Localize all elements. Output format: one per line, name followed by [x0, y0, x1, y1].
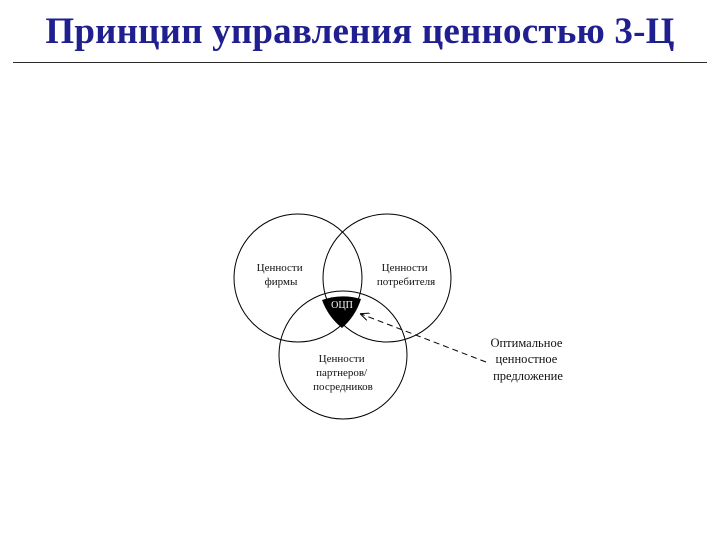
- label-partners-line: посредников: [313, 381, 373, 393]
- callout-arrow: [361, 314, 486, 362]
- label-partners-line: партнеров/: [316, 367, 368, 379]
- callout-line: предложение: [493, 369, 563, 383]
- callout-label: [490, 336, 565, 383]
- label-partners: [313, 353, 373, 393]
- label-firm: [257, 262, 306, 288]
- center-label: ОЦП: [331, 300, 353, 311]
- callout-line: ценностное: [495, 352, 558, 366]
- label-consumer-line: Ценности: [381, 262, 428, 274]
- label-consumer-line: потребителя: [376, 276, 436, 288]
- label-partners-line: Ценности: [318, 353, 365, 365]
- label-firm-line: фирмы: [264, 276, 298, 288]
- label-firm-line: Ценности: [256, 262, 303, 274]
- label-consumer: [377, 262, 435, 288]
- callout-line: Оптимальное: [490, 336, 563, 350]
- slide-title: Принцип управления ценностью 3-Ц: [45, 11, 675, 52]
